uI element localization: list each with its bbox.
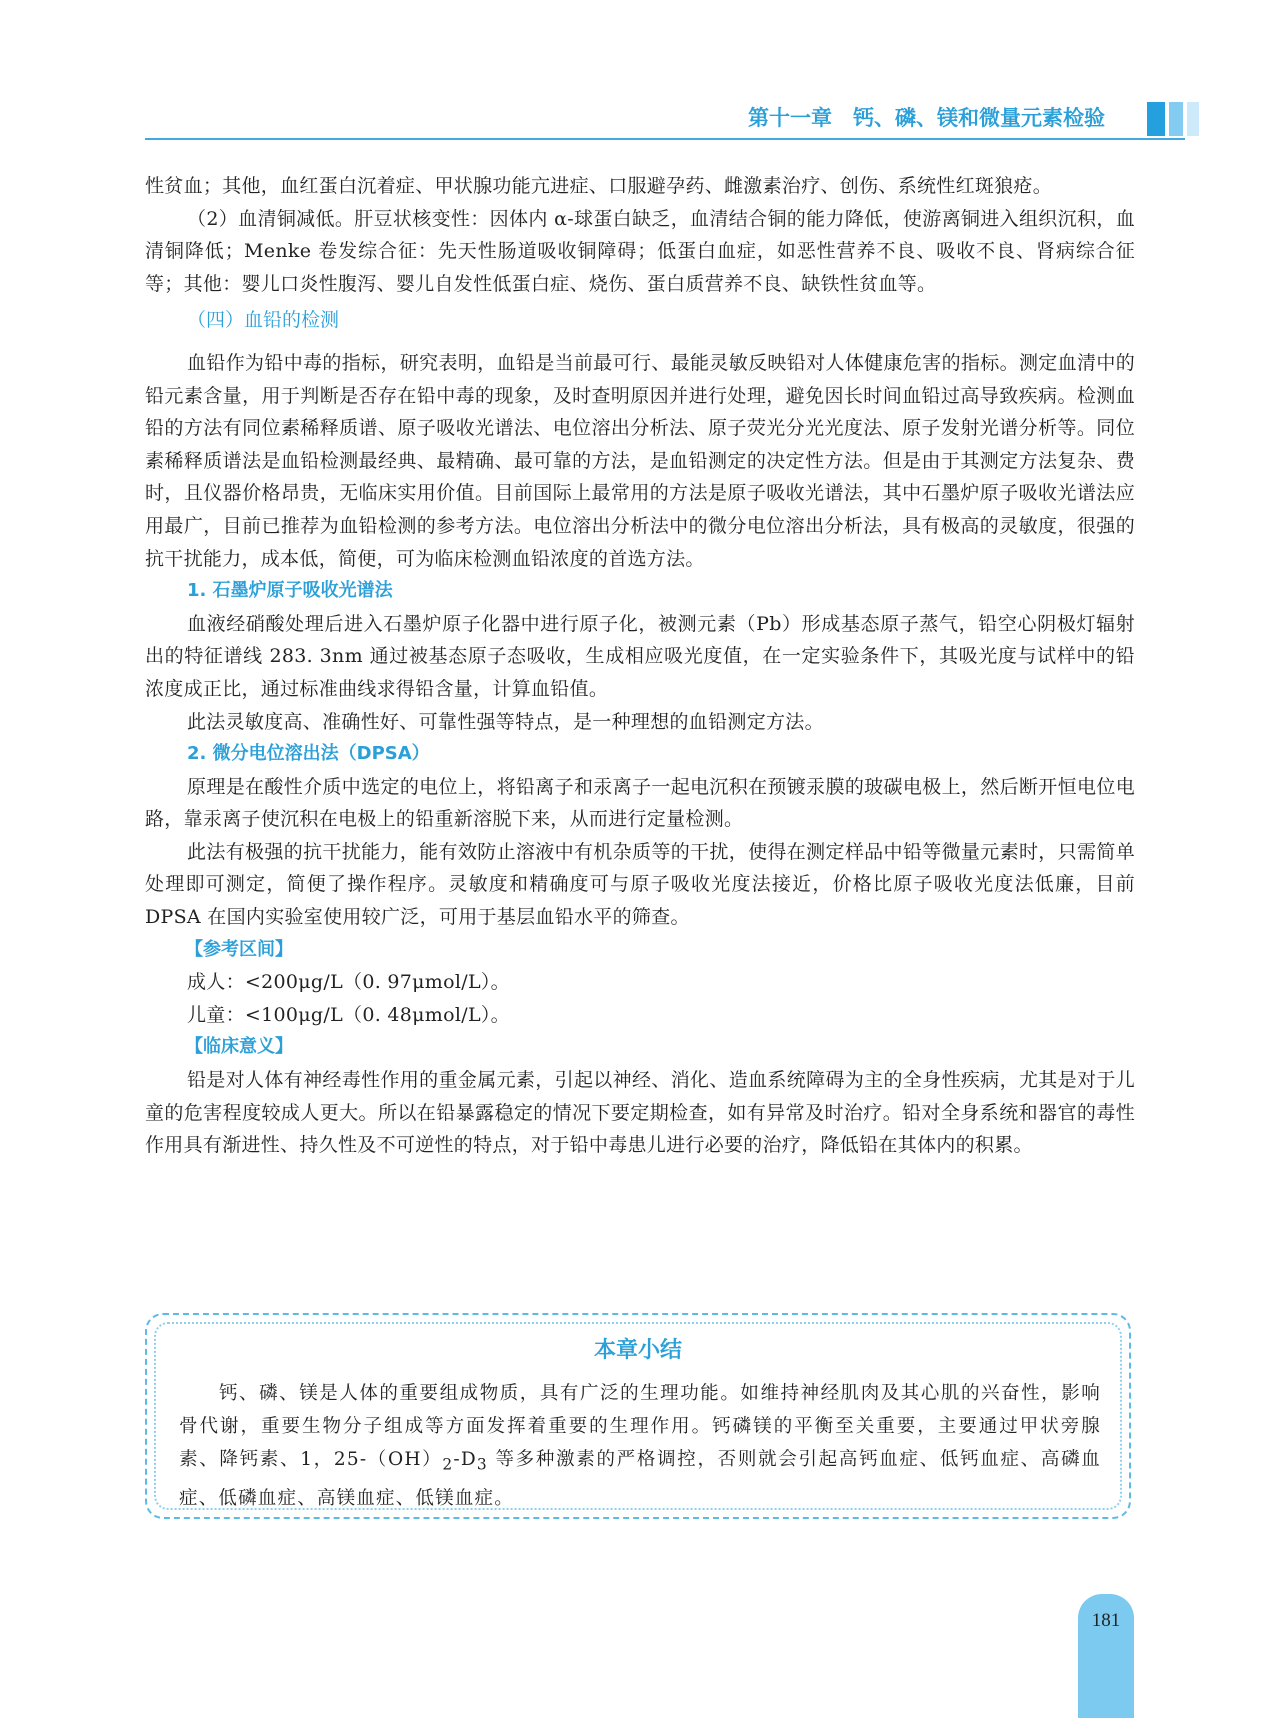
running-header	[145, 98, 1185, 140]
reference-child: 儿童：<100μg/L（0. 48μmol/L）。	[187, 1003, 510, 1026]
paragraph: （2）血清铜减低。肝豆状核变性：因体内 α-球蛋白缺乏，血清结合铜的能力降低，使游离铜进入组织沉积，血清铜降低；Menke 卷发综合征：先天性肠道吸收铜障碍；低蛋白血症，如恶性营养不良、吸收不良、肾病综合征等；其他：婴儿口炎性腹泻、婴儿自发性低蛋白症、烧伤、蛋白质营养不良、缺铁性贫血等。	[145, 207, 1135, 295]
summary-text: 钙、磷、镁是人体的重要组成物质，具有广泛的生理功能。如维持神经肌肉及其心肌的兴奋性，影响骨代谢，重要生物分子组成等方面发挥着重要的生理作用。钙磷镁的平衡至关重要，主要通过甲状旁腺素、降钙素、1，$25-(OH)_2-D_3$ 等多种激素的严格调控，否则就会引起高钙血症、低钙血症、高磷血症、低磷血症、高镁血症、低镁血症。	[179, 1383, 1101, 1509]
main-content	[145, 170, 1135, 1162]
chapter-summary-box	[145, 1313, 1131, 1519]
reference-range-heading: 【参考区间】	[185, 938, 293, 960]
paragraph: 血铅作为铅中毒的指标，研究表明，血铅是当前最可行、最能灵敏反映铅对人体健康危害的指标。测定血清中的铅元素含量，用于判断是否存在铅中毒的现象，及时查明原因并进行处理，避免因长时间血铅过高导致疾病。检测血铅的方法有同位素稀释质谱、原子吸收光谱法、电位溶出分析法、原子荧光分光光度法、原子发射光谱分析等。同位素稀释质谱法是血铅检测最经典、最精确、最可靠的方法，是血铅测定的决定性方法。但是由于其测定方法复杂、费时，且仪器价格昂贵，无临床实用价值。目前国际上最常用的方法是原子吸收光谱法，其中石墨炉原子吸收光谱法应用最广，目前已推荐为血铅检测的参考方法。电位溶出分析法中的微分电位溶出分析法，具有极高的灵敏度，很强的抗干扰能力，成本低，简便，可为临床检测血铅浓度的首选方法。	[145, 351, 1135, 570]
paragraph: 此法有极强的抗干扰能力，能有效防止溶液中有机杂质等的干扰，使得在测定样品中铅等微量元素时，只需简单处理即可测定，简便了操作程序。灵敏度和精确度可与原子吸收光度法接近，价格比原子吸收光度法低廉，目前 DPSA 在国内实验室使用较广泛，可用于基层血铅水平的筛查。	[145, 840, 1135, 929]
paragraph: 原理是在酸性介质中选定的电位上，将铅离子和汞离子一起电沉积在预镀汞膜的玻碳电极上，然后断开恒电位电路，靠汞离子使沉积在电极上的铅重新溶脱下来，从而进行定量检测。	[145, 775, 1135, 831]
reference-adult: 成人：<200μg/L（0. 97μmol/L）。	[187, 971, 510, 994]
header-decoration-bar	[1187, 102, 1199, 136]
clinical-significance-heading: 【临床意义】	[185, 1036, 293, 1058]
section-heading: （四）血铅的检测	[187, 309, 340, 332]
chapter-title: 第十一章 钙、磷、镁和微量元素检验	[748, 106, 1105, 130]
page-number: 181	[1091, 1610, 1121, 1631]
paragraph: 铅是对人体有神经毒性作用的重金属元素，引起以神经、消化、造血系统障碍为主的全身性疾病，尤其是对于儿童的危害程度较成人更大。所以在铅暴露稳定的情况下要定期检查，如有异常及时治疗。铅对全身系统和器官的毒性作用具有渐进性、持久性及不可逆性的特点，对于铅中毒患儿进行必要的治疗，降低铅在其体内的积累。	[145, 1069, 1135, 1157]
subsection-heading: 1. 石墨炉原子吸收光谱法	[187, 580, 393, 602]
paragraph: 此法灵敏度高、准确性好、可靠性强等特点，是一种理想的血铅测定方法。	[187, 710, 824, 733]
header-decoration-bar	[1147, 102, 1165, 136]
subsection-heading: 2. 微分电位溶出法（DPSA）	[187, 743, 430, 765]
header-decoration-bar	[1169, 102, 1183, 136]
page-number-tab	[1078, 1594, 1134, 1718]
summary-title: 本章小结	[593, 1338, 682, 1363]
paragraph: 性贫血；其他，血红蛋白沉着症、甲状腺功能亢进症、口服避孕药、雌激素治疗、创伤、系统性红斑狼疮。	[145, 175, 1053, 197]
paragraph: 血液经硝酸处理后进入石墨炉原子化器中进行原子化，被测元素（Pb）形成基态原子蒸气，铅空心阴极灯辐射出的特征谱线 283. 3nm 通过被基态原子态吸收，生成相应吸光度值，在一定实验条件下，其吸光度与试样中的铅浓度成正比，通过标准曲线求得铅含量，计算血铅值。	[145, 612, 1135, 700]
